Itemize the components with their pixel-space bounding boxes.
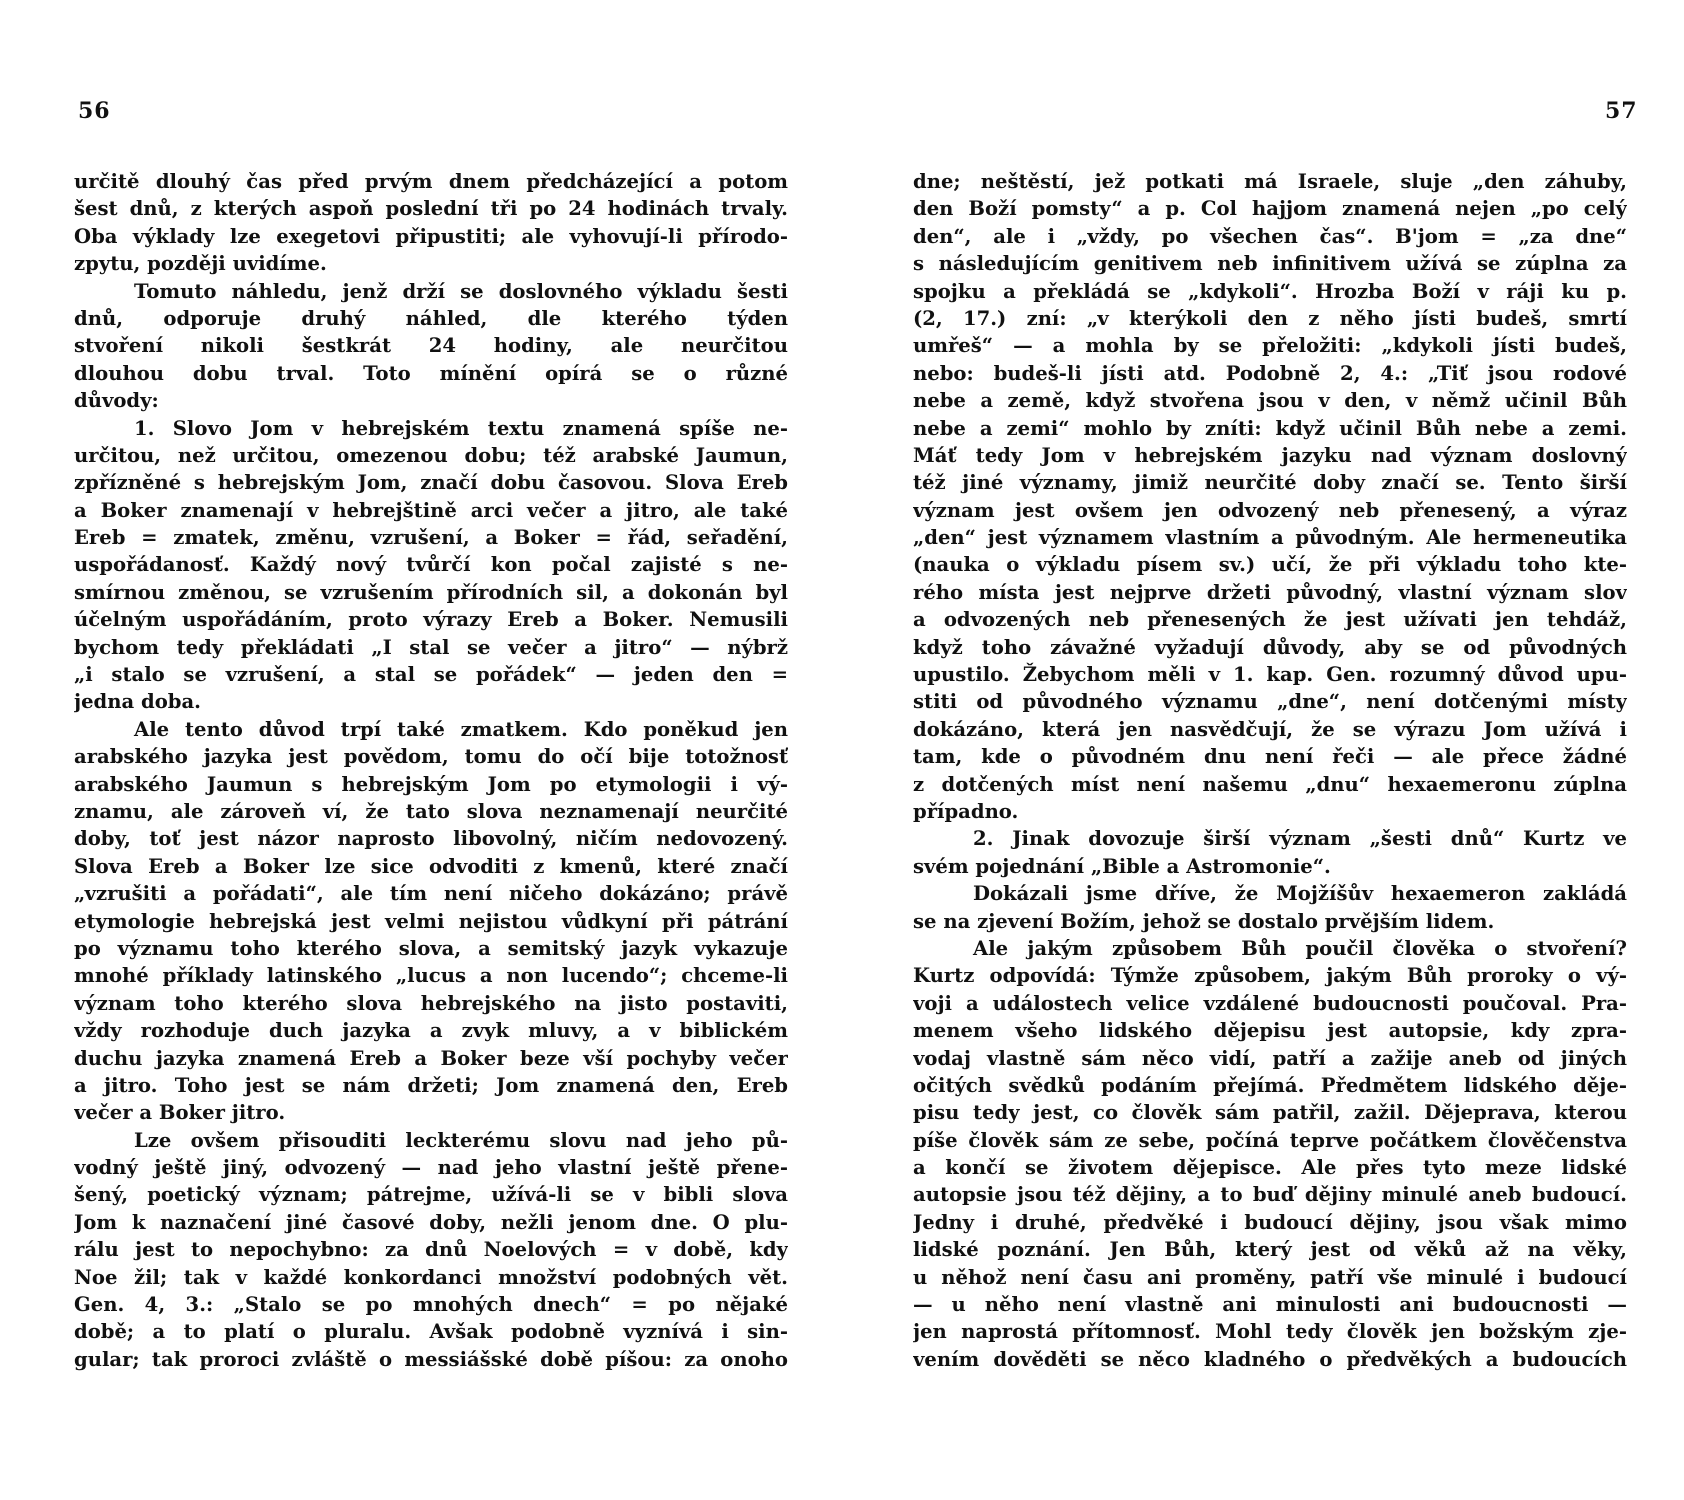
text-line: a odvozených neb přenesených že jest užívati jen tehdáž, [913,608,1627,632]
text-line: Kurtz odpovídá: Týmže způsobem, jakým Bůh proroky o vý- [913,964,1627,988]
text-line: voji a událostech velice vzdálené budoucnosti poučoval. Pra- [913,991,1627,1015]
text-line: dokázáno, která jen nasvědčují, že se výrazu Jom užívá i [913,717,1627,741]
text-line: mnohé příklady latinského „lucus a non lucendo“; chceme-li [74,964,788,988]
text-line: znamu, ale zároveň ví, že tato slova neznamenají neurčité [74,799,788,823]
text-line: určitou, než určitou, omezenou dobu; též arabské Jaumun, [74,443,788,467]
text-line: době; a to platí o pluralu. Avšak podobně vyznívá i sin- [74,1320,788,1344]
text-line: nebo: budeš-li jísti atd. Podobně 2, 4.: „Tiť jsou rodové [913,361,1627,385]
text-line: menem všeho lidského dějepisu jest autopsie, kdy zpra- [913,1019,1627,1043]
text-line: Ale tento důvod trpí také zmatkem. Kdo poněkud jen [134,717,788,741]
text-line: Gen. 4, 3.: „Stalo se po mnohých dnech“ = po nějaké [74,1293,788,1317]
text-line: arabského Jaumun s hebrejským Jom po etymologii i vý- [74,772,788,796]
text-line: Dokázali jsme dříve, že Mojžíšův hexaemeron zakládá [973,882,1627,906]
text-line: stiti od původného významu „dne“, není dotčenými místy [913,690,1627,714]
text-line: Oba výklady lze exegetovi připustiti; ale vyhovují-li přírodo- [74,224,788,248]
text-line: spojku a překládá se „kdykoli“. Hrozba Boží v ráji ku p. [913,279,1627,303]
text-line: — u něho není vlastně ani minulosti ani budoucnosti — [913,1293,1627,1317]
text-line: jedna doba. [74,690,202,714]
text-line: se na zjevení Božím, jehož se dostalo prvějším lidem. [913,909,1495,933]
text-line: očitých svědků podáním přejímá. Předmětem lidského děje- [913,1073,1627,1097]
text-line: důvody: [74,389,159,413]
text-line: též jiné významy, jimiž neurčité doby značí se. Tento širší [913,471,1627,495]
text-line: a jitro. Toho jest se nám držeti; Jom znamená den, Ereb [74,1073,788,1097]
text-line: doby, toť jest názor naprosto libovolný, ničím nedovozený. [74,827,788,851]
text-line: pisu tedy jest, co člověk sám patřil, zažil. Dějeprava, kterou [913,1101,1627,1125]
text-line: vždy rozhoduje duch jazyka a zvyk mluvy, a v biblickém [74,1019,788,1043]
text-line: Ale jakým způsobem Bůh poučil člověka o stvoření? [973,936,1627,960]
text-line: (nauka o výkladu písem sv.) učí, že při výkladu toho kte- [913,553,1627,577]
text-line: den Boží pomsty“ a p. Col hajjom znamená nejen „po celý [913,197,1627,221]
text-line: vodaj vlastně sám něco vidí, patří a zažije aneb od jiných [913,1046,1627,1070]
text-line: z dotčených míst není našemu „dnu“ hexaemeronu zúplna [913,772,1627,796]
text-line: Jedny i druhé, předvěké i budoucí dějiny, jsou však mimo [913,1210,1627,1234]
text-line: a Boker znamenají v hebrejštině arci večer a jitro, ale také [74,498,788,522]
text-line: stvoření nikoli šestkrát 24 hodiny, ale neurčitou [74,334,788,358]
page-number-left: 56 [78,98,111,124]
text-line: jen naprostá přítomnosť. Mohl tedy člověk jen božským zje- [913,1320,1627,1344]
text-line: večer a Boker jitro. [74,1101,286,1125]
page-number-right: 57 [1605,98,1638,124]
text-line: gular; tak proroci zvláště o messiášské době píšou: za onoho [74,1347,788,1371]
text-line: Jom k naznačení jiné časové doby, nežli jenom dne. O plu- [74,1210,788,1234]
text-line: Slova Ereb a Boker lze sice odvoditi z kmenů, které značí [74,854,788,878]
text-line: dlouhou dobu trval. Toto mínění opírá se o různé [74,361,788,385]
text-line: autopsie jsou též dějiny, a to buď dějiny minulé aneb budoucí. [913,1183,1627,1207]
text-line: „i stalo se vzrušení, a stal se pořádek“ — jeden den = [74,663,788,687]
text-line: vením dověděti se něco kladného o předvěkých a budoucích [913,1347,1627,1371]
text-line: význam toho kterého slova hebrejského na jisto postaviti, [74,991,788,1015]
text-line: etymologie hebrejská jest velmi nejistou vůdkyní při pátrání [74,909,788,933]
text-line: (2, 17.) zní: „v kterýkoli den z něho jísti budeš, smrtí [913,306,1627,330]
text-line: když toho závažné vyžadují důvody, aby se od původných [913,635,1627,659]
text-line: rálu jest to nepochybno: za dnů Noelových = v době, kdy [74,1238,788,1262]
text-line: dnů, odporuje druhý náhled, dle kterého týden [74,306,788,330]
text-line: s následujícím genitivem neb infinitivem užívá se zúplna za [913,252,1627,276]
text-line: význam jest ovšem jen odvozený neb přenesený, a výraz [913,498,1627,522]
text-line: určitě dlouhý čas před prvým dnem předcházející a potom [74,170,788,193]
text-line: 2. Jinak dovozuje širší význam „šesti dnů“ Kurtz ve [973,827,1627,851]
text-line: „den“ jest významem vlastním a původným. Ale hermeneutika [913,526,1627,550]
text-line: dne; neštěstí, jež potkati má Israele, sluje „den záhuby, [913,170,1627,193]
text-line: po významu toho kterého slova, a semitský jazyk vykazuje [74,936,788,960]
text-line: lidské poznání. Jen Bůh, který jest od věků až na věky, [913,1238,1627,1262]
text-line: den“, ale i „vždy, po všechen čas“. B'jom = „za dne“ [913,224,1627,248]
text-line: duchu jazyka znamená Ereb a Boker beze vší pochyby večer [74,1046,788,1070]
text-line: u něhož není času ani proměny, patří vše minulé i budoucí [913,1265,1627,1289]
left-page-text [74,168,788,1373]
text-line: arabského jazyka jest povědom, tomu do očí bije totožnosť [74,745,788,769]
text-line: případno. [913,799,1019,823]
text-line: šený, poetický význam; pátrejme, užívá-li se v bibli slova [74,1183,788,1207]
text-line: tam, kde o původném dnu není řeči — ale přece žádné [913,745,1627,769]
text-line: upustilo. Žebychom měli v 1. kap. Gen. rozumný důvod upu- [913,663,1627,687]
text-line: šest dnů, z kterých aspoň poslední tři po 24 hodinách trvaly. [74,197,788,221]
text-line: píše člověk sám ze sebe, počíná teprve počátkem člověčenstva [913,1128,1627,1152]
text-line: zpytu, později uvidíme. [74,252,327,276]
text-line: účelným uspořádáním, proto výrazy Ereb a Boker. Nemusili [74,608,788,632]
text-line: Tomuto náhledu, jenž drží se doslovného výkladu šesti [134,279,788,303]
text-line: svém pojednání „Bible a Astromonie“. [913,854,1331,878]
text-line: smírnou změnou, se vzrušením přírodních sil, a dokonán byl [74,580,788,604]
right-page-text [913,168,1627,1373]
text-line: uspořádanosť. Každý nový tvůrčí kon počal zajisté s ne- [74,553,788,577]
text-line: umřeš“ — a mohla by se přeložiti: „kdykoli jísti budeš, [913,334,1627,358]
text-line: 1. Slovo Jom v hebrejském textu znamená spíše ne- [134,416,788,440]
text-line: rého místa jest nejprve držeti původný, vlastní význam slov [913,580,1627,604]
text-line: Lze ovšem přisouditi leckterému slovu nad jeho pů- [134,1128,788,1152]
text-line: a končí se životem dějepisce. Ale přes tyto meze lidské [913,1156,1627,1180]
text-line: Ereb = zmatek, změnu, vzrušení, a Boker = řád, seřadění, [74,526,788,550]
text-line: Máť tedy Jom v hebrejském jazyku nad význam doslovný [913,443,1627,467]
text-line: zpřízněné s hebrejským Jom, značí dobu časovou. Slova Ereb [74,471,788,495]
text-line: vodný ještě jiný, odvozený — nad jeho vlastní ještě přene- [74,1156,788,1180]
text-line: nebe a zemi“ mohlo by zníti: když učinil Bůh nebe a zemi. [913,416,1627,440]
text-line: Noe žil; tak v každé konkordanci množství podobných vět. [74,1265,788,1289]
text-line: nebe a země, když stvořena jsou v den, v němž učinil Bůh [913,389,1627,413]
text-line: „vzrušiti a pořádati“, ale tím není ničeho dokázáno; právě [74,882,788,906]
text-line: bychom tedy překládati „I stal se večer a jitro“ — nýbrž [74,635,788,659]
